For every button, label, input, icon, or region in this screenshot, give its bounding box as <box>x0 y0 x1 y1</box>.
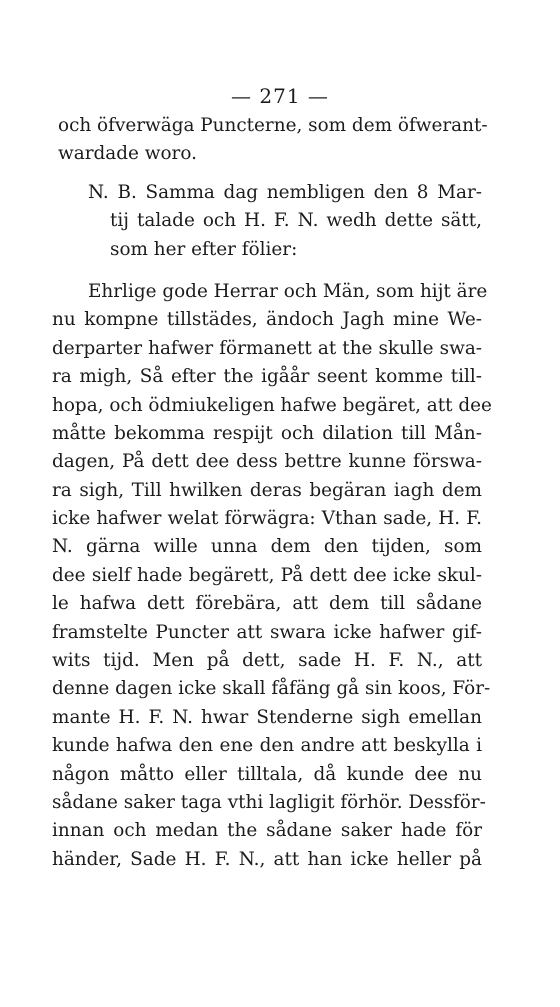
text-line: hopa, och ödmiukeligen hafwe begäret, att dee <box>52 394 492 416</box>
text-line: derparter hafwer förmanett at the skulle swa- <box>52 337 482 359</box>
paragraph-gap <box>52 264 482 278</box>
text-line: framstelte Puncter att swara icke hafwer gif- <box>52 621 482 643</box>
text-line: N. gärna wille unna dem den tijden, som <box>52 536 482 558</box>
text-line: mante H. F. N. hwar Stenderne sigh emellan <box>52 706 482 728</box>
text-line: innan och medan the sådane saker hade för <box>52 820 482 842</box>
text-line: ra sigh, Till hwilken deras begäran iagh dem <box>52 479 482 501</box>
text-line: denne dagen icke skall fåfäng gå sin koos, För- <box>52 678 491 700</box>
text-line: ra migh, Så efter the igåår seent komme till- <box>52 366 482 388</box>
text-line: nu kompne tillstädes, ändoch Jagh mine We- <box>52 309 482 331</box>
text-line: wardade woro. <box>58 143 197 165</box>
text-line: icke hafwer welat förwägra: Vthan sade, H. F. <box>52 508 482 530</box>
text-line: och öfverwäga Puncterne, som dem öfwerant- <box>58 115 488 136</box>
text-line: le hafwa dett förebära, att dem till sådane <box>52 593 482 615</box>
text-line: tij talade och H. F. N. wedh dette sätt, <box>110 210 482 232</box>
text-line: dagen, På dett dee dess bettre kunne förswa- <box>52 451 482 473</box>
page-number: — 271 — <box>231 84 329 108</box>
paragraph-gap <box>52 169 482 179</box>
text-line: Ehrlige gode Herrar och Män, som hijt äre <box>88 280 488 302</box>
text-line: wits tijd. Men på dett, sade H. F. N., att <box>52 650 482 672</box>
text-line: kunde hafwa den ene den andre att beskylla i <box>52 735 482 757</box>
text-line: sådane saker taga vthi lagligit förhör. Dessför- <box>52 791 486 813</box>
text-line: händer, Sade H. F. N., att han icke heller på <box>52 848 482 870</box>
text-line: N. B. Samma dag nembligen den 8 Mar- <box>88 181 482 203</box>
text-line: som her efter fölier: <box>110 238 298 260</box>
text-line: någon måtto eller tilltala, då kunde dee nu <box>52 763 482 785</box>
text-line: dee sielf hade begärett, På dett dee icke skul- <box>52 564 482 586</box>
text-line: måtte bekomma respijt och dilation till Mån- <box>52 422 482 444</box>
body-text <box>52 112 492 874</box>
